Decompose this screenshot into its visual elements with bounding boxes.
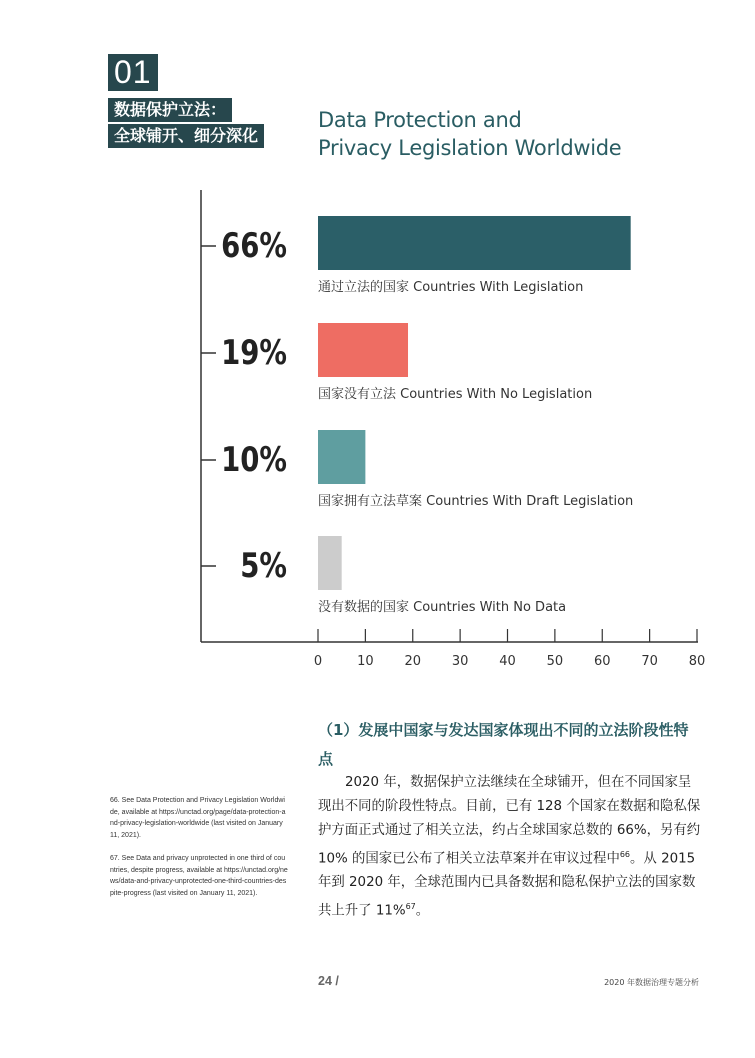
section-number: 01	[108, 54, 158, 91]
x-tick-label: 40	[499, 654, 516, 669]
chart-title-line1: Data Protection and	[318, 108, 522, 132]
footnote-67: 67. See Data and privacy unprotected in one third of countries, despite progress, available at https://unctad.org/news/data-and-privacy-unprotected-one-third-countries-despite-progress (last visited on January 11, 2021).	[110, 855, 288, 897]
paragraph-part1: 2020 年，数据保护立法继续在全球铺开，但在不同国家呈现出不同的阶段性特点。目前，已有 128 个国家在数据和隐私保护方面正式通过了相关立法，约占全球国家总数的 66%，另有约 10% 的国家已公布了相关立法草案并在审议过程中	[318, 775, 701, 867]
running-head: 2020 年数据治理专题分析	[604, 978, 699, 987]
x-tick-label: 80	[688, 654, 706, 669]
paragraph-end: 。	[415, 903, 430, 919]
footnotes	[110, 795, 288, 911]
x-tick-label: 0	[313, 654, 323, 669]
value-label: 10%	[221, 439, 287, 480]
x-tick-label: 60	[593, 654, 611, 669]
bar	[318, 323, 408, 377]
paragraph-part2: 。从 2015 年到 2020 年，全球范围内已具备数据和隐私保护立法的国家数共上升了 11%	[318, 851, 696, 919]
category-label: 国家拥有立法草案 Countries With Draft Legislation	[318, 494, 634, 509]
section-title-line1: 数据保护立法：	[108, 98, 232, 122]
category-label: 没有数据的国家 Countries With No Data	[318, 600, 567, 615]
value-label: 19%	[221, 332, 287, 373]
article-paragraph	[318, 771, 702, 924]
footnote-ref-67[interactable]: 67	[405, 902, 416, 912]
x-tick-label: 10	[357, 654, 374, 669]
bar	[318, 536, 342, 590]
x-tick-label: 70	[641, 654, 658, 669]
x-tick-label: 50	[546, 654, 564, 669]
category-label: 国家没有立法 Countries With No Legislation	[318, 387, 593, 402]
bar	[318, 430, 365, 484]
category-label: 通过立法的国家 Countries With Legislation	[318, 280, 584, 295]
value-label: 66%	[221, 225, 287, 266]
article-subheading: （1）发展中国家与发达国家体现出不同的立法阶段性特点	[318, 721, 689, 768]
bar	[318, 216, 631, 270]
chart-title-line2: Privacy Legislation Worldwide	[318, 136, 622, 160]
section-title-line2: 全球铺开、细分深化	[108, 124, 264, 148]
footnote-ref-66[interactable]: 66	[619, 850, 631, 859]
page-number: 24 /	[318, 974, 339, 988]
x-tick-label: 20	[404, 654, 422, 669]
x-tick-label: 30	[451, 654, 469, 669]
value-label: 5%	[240, 545, 287, 586]
footnote-66: 66. See Data Protection and Privacy Legislation Worldwide, available at https://unctad.org/page/data-protection-and-privacy-legislation-worldwide (last visited on January 11, 2021).	[110, 797, 286, 839]
